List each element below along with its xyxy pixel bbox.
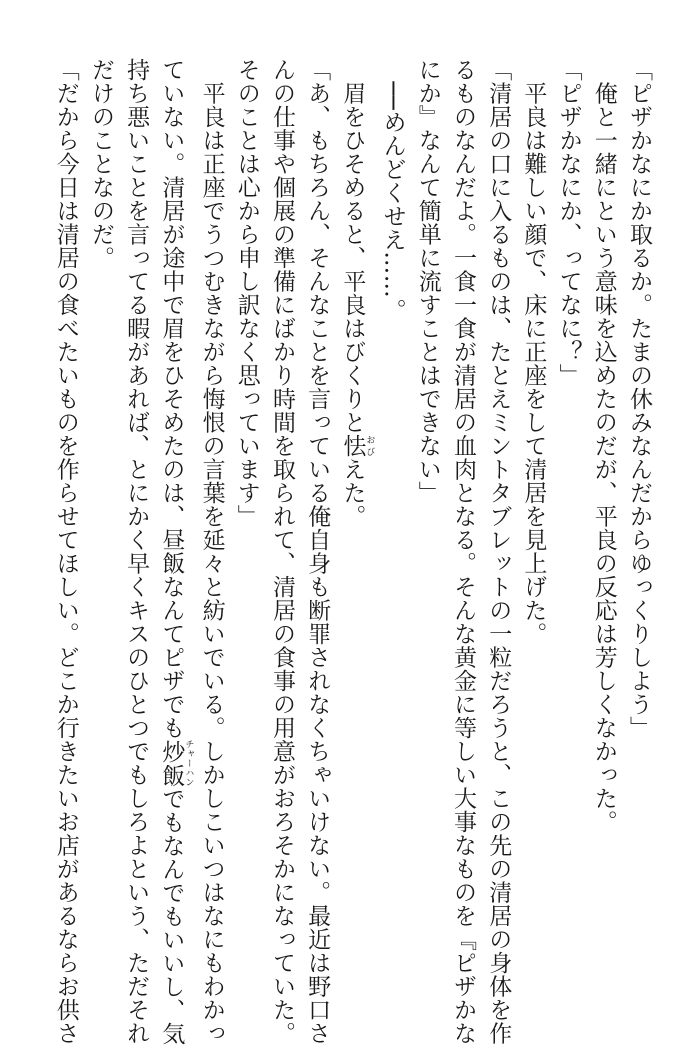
text-line: んの仕事や個展の準備にばかり時間を取られて、清居の食事の用意がおろそかになっていた。	[268, 58, 295, 1045]
text-line: 俺と一緒にという意味を込めたのだが、平良の反応は芳しくなかった。	[590, 58, 617, 834]
text-line: 「あ、もちろん、そんなことを言っている俺自身も断罪されなくちゃいけない。最近は野口さ	[304, 58, 331, 1045]
text-line: 「ピザかなにか、ってなに？」	[555, 58, 582, 387]
text-line: ていない。清居が途中で眉をひそめたのは、昼飯なんてピザでも炒飯 チャーハンでもなんでもいいし、気	[158, 58, 194, 1045]
text-line: そのことは心から申し訳なく思っています」	[233, 58, 260, 528]
text-line: 平良は難しい顔で、床に正座をして清居を見上げた。	[520, 58, 547, 646]
text-line: ──めんどくせえ……。	[379, 58, 406, 322]
text-line: 平良は正座でうつむきながら悔恨の言葉を延々と紡いでいる。しかしこいつはなにもわかっ	[198, 58, 225, 1045]
text-line: にか』なんて簡単に流すことはできない」	[414, 58, 441, 505]
furigana-annotation: 炒飯 チャーハン	[158, 739, 194, 787]
text-line: 「ピザかなにか取るか。たまの休みなんだからゆっくりしよう」	[626, 58, 652, 740]
text-line: 「だから今日は清居の食べたいものを作らせてほしい。どこか行きたいお店があるならお供さ	[52, 58, 79, 1045]
vertical-text-body	[48, 58, 656, 1045]
text-line: 持ち悪いことを言ってる暇があれば、とにかく早くキスのひとつでもしろよという、ただそれ	[123, 58, 150, 1045]
text-line: 「清居の口に入るものは、たとえミントタブレットの一粒だろうと、この先の清居の身体を作	[485, 58, 512, 1045]
text-line: 眉をひそめると、平良はびくりと怯 おびえた。	[339, 58, 375, 528]
furigana-annotation: 怯 おび	[339, 434, 375, 458]
text-line: るものなんだよ。一食一食が清居の血肉となる。そんな黄金に等しい大事なものを『ピザかな	[449, 58, 476, 1045]
text-line: だけのことなのだ。	[87, 58, 114, 270]
